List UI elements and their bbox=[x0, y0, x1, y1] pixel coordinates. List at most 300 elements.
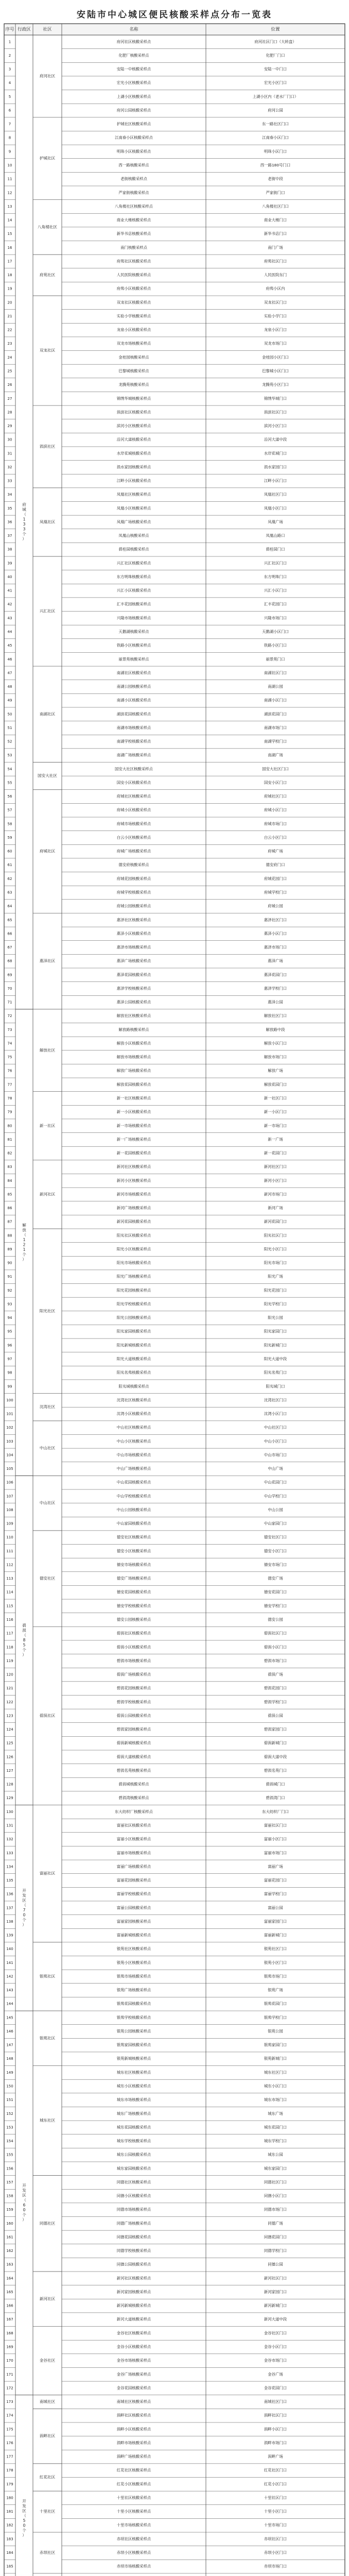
row-number: 149 bbox=[6, 2070, 13, 2075]
sample-point-name: 解放花园核酸采样点 bbox=[116, 1082, 151, 1087]
sample-point-name: 凤凰小区核酸采样点 bbox=[116, 505, 151, 511]
sample-point-name: 银苑小区核酸采样点 bbox=[116, 1960, 151, 1965]
sample-point-location: 新河广场 bbox=[268, 1206, 283, 1211]
sample-point-name: 人民医院核酸采样点 bbox=[116, 273, 151, 278]
sample-point-name: 城东市场核酸采样点 bbox=[116, 2097, 151, 2103]
sample-point-location: 锦绣华城门口 bbox=[264, 396, 287, 401]
sample-point-name: 惠泽社区核酸采样点 bbox=[116, 917, 151, 922]
sample-point-location: 碧涢家园门口 bbox=[264, 1727, 287, 1732]
community-name: 赤坝社区 bbox=[39, 2550, 56, 2555]
sample-point-location: 德安花园门口 bbox=[264, 1589, 287, 1595]
sample-point-location: 金桂园小区门口 bbox=[262, 354, 289, 360]
sample-point-name: 阳光广场核酸采样点 bbox=[116, 1274, 151, 1279]
community-name: 惠泽社区 bbox=[39, 958, 56, 963]
sample-point-location: 汇丰花园门口 bbox=[264, 602, 287, 607]
sample-point-name: 阳光学校核酸采样点 bbox=[116, 1301, 151, 1307]
sample-point-location: 兴隆市场门口 bbox=[264, 615, 287, 620]
row-number: 1 bbox=[8, 40, 11, 44]
sample-point-name: 兴隆市场核酸采样点 bbox=[116, 615, 151, 620]
row-number: 166 bbox=[6, 2303, 13, 2308]
row-number: 116 bbox=[6, 1618, 13, 1622]
row-number: 61 bbox=[7, 863, 12, 868]
row-number: 163 bbox=[6, 2262, 13, 2267]
sample-point-location: 双龙社区门口 bbox=[264, 300, 287, 305]
sample-point-name: 新一广场核酸采样点 bbox=[116, 1137, 151, 1142]
sample-point-location: 惠泽学校门口 bbox=[264, 986, 287, 991]
sample-point-location: 银苑新城门口 bbox=[264, 2056, 287, 2061]
sample-point-name: 富丽公园核酸采样点 bbox=[116, 1905, 151, 1910]
sample-point-name: 滨河小区核酸采样点 bbox=[116, 423, 151, 429]
row-number: 80 bbox=[7, 1124, 12, 1128]
row-number: 5 bbox=[8, 94, 11, 99]
column-header: 社区 bbox=[43, 27, 52, 32]
sample-point-location: 涢畔市场门口 bbox=[264, 2440, 287, 2445]
sample-point-name: 新河家园核酸采样点 bbox=[116, 2289, 151, 2294]
row-number: 85 bbox=[7, 1192, 12, 1197]
sample-point-name: 南湖小区核酸采样点 bbox=[116, 698, 151, 703]
community-name: 中山社区 bbox=[39, 1500, 56, 1505]
sample-point-name: 同德社区核酸采样点 bbox=[116, 2179, 151, 2184]
sample-point-name: 碧涢湾核酸采样点 bbox=[118, 1795, 149, 1801]
sample-point-name: 红花小区核酸采样点 bbox=[116, 2481, 151, 2486]
sample-point-location: 府城花园门口 bbox=[264, 876, 287, 881]
row-number: 66 bbox=[7, 931, 12, 936]
row-number: 140 bbox=[6, 1947, 13, 1952]
row-number: 164 bbox=[6, 2276, 13, 2281]
row-number: 102 bbox=[6, 1426, 13, 1430]
sample-point-location: 新河社区门口 bbox=[264, 1164, 287, 1170]
sample-point-location: 城东学校门口 bbox=[264, 2139, 287, 2144]
row-number: 134 bbox=[6, 1865, 13, 1869]
sample-point-location: 同德小区门口 bbox=[264, 2193, 287, 2198]
sample-point-name: 新河社区核酸采样点 bbox=[116, 2276, 151, 2281]
row-number: 152 bbox=[6, 2111, 13, 2116]
sample-point-location: 新河社区门口 bbox=[264, 2276, 287, 2281]
sample-point-name: 水岸花城核酸采样点 bbox=[116, 451, 151, 456]
sample-point-location: 同德社区门口 bbox=[264, 2179, 287, 2184]
row-number: 27 bbox=[7, 396, 12, 401]
row-number: 69 bbox=[7, 973, 12, 977]
community-name: 十里社区 bbox=[39, 2509, 56, 2514]
sample-point-location: 城东广场 bbox=[268, 2111, 283, 2116]
row-number: 71 bbox=[7, 1000, 12, 1005]
district-name: 开发区（ 6 0 个） bbox=[22, 2183, 26, 2223]
sample-point-name: 新河广场核酸采样点 bbox=[116, 1206, 151, 1211]
column-header: 名称 bbox=[129, 27, 138, 32]
column-header: 位置 bbox=[271, 27, 280, 32]
row-number: 123 bbox=[6, 1714, 13, 1718]
row-number: 74 bbox=[7, 1041, 12, 1046]
row-number: 135 bbox=[6, 1878, 13, 1883]
sample-point-name: 府河公园核酸采样点 bbox=[116, 108, 151, 113]
row-number: 114 bbox=[6, 1590, 13, 1595]
sample-point-location: 银苑家园门口 bbox=[264, 2042, 287, 2047]
sample-point-location: 白云小区门口 bbox=[264, 835, 287, 840]
sample-point-name: 碧涢家园核酸采样点 bbox=[116, 1727, 151, 1732]
row-number: 62 bbox=[7, 876, 12, 881]
row-number: 26 bbox=[7, 383, 12, 387]
row-number: 165 bbox=[6, 2290, 13, 2294]
sample-point-location: 金谷社区门口 bbox=[264, 2330, 287, 2335]
row-number: 72 bbox=[7, 1014, 12, 1019]
sample-point-location: 沈湾社区门口 bbox=[264, 1397, 287, 1402]
sample-point-location: 德安学校门口 bbox=[264, 1603, 287, 1608]
sample-point-location: 新一社区门口 bbox=[264, 1095, 287, 1100]
sample-point-location: 宏光小区门口 bbox=[264, 80, 287, 86]
sample-point-name: 碧涢广场核酸采样点 bbox=[116, 1672, 151, 1677]
community-name: 沈湾社区 bbox=[39, 1404, 56, 1410]
row-number: 97 bbox=[7, 1357, 12, 1361]
sample-point-location: 银苑社区门口 bbox=[264, 1946, 287, 1952]
sample-point-name: 南城社区核酸采样点 bbox=[116, 2399, 151, 2404]
row-number: 47 bbox=[7, 671, 12, 675]
row-number: 41 bbox=[7, 588, 12, 593]
sample-point-location: 金谷小区门口 bbox=[264, 2344, 287, 2349]
sample-point-name: 铁路小区核酸采样点 bbox=[116, 643, 151, 648]
sample-point-location: 银苑学校门口 bbox=[264, 2015, 287, 2020]
sample-point-location: 同德市场门口 bbox=[264, 2207, 287, 2212]
community-name: 护城社区 bbox=[39, 156, 56, 161]
sample-point-name: 赤坝社区核酸采样点 bbox=[116, 2536, 151, 2541]
row-number: 46 bbox=[7, 657, 12, 662]
row-number: 57 bbox=[7, 808, 12, 812]
row-number: 22 bbox=[7, 328, 12, 332]
community-name: 城东社区 bbox=[39, 2118, 56, 2123]
sample-point-name: 阳光市场核酸采样点 bbox=[116, 1260, 151, 1265]
row-number: 6 bbox=[8, 108, 11, 113]
sample-point-location: 中山小区门口 bbox=[264, 1438, 287, 1444]
community-name: 府苑社区 bbox=[39, 273, 56, 278]
sample-point-name: 德安市场核酸采样点 bbox=[116, 1562, 151, 1567]
row-number: 54 bbox=[7, 767, 12, 771]
row-number: 43 bbox=[7, 616, 12, 620]
sample-point-name: 十里社区核酸采样点 bbox=[116, 2495, 151, 2500]
row-number: 83 bbox=[7, 1165, 12, 1170]
row-number: 127 bbox=[6, 1768, 13, 1773]
district-name: 开发区（ 5 0 个） bbox=[22, 2499, 26, 2538]
sample-point-name: 中山公园核酸采样点 bbox=[116, 1507, 151, 1512]
sample-point-location: 明珠小区门口 bbox=[264, 149, 287, 154]
sample-point-location: 解放社区门口 bbox=[264, 1013, 287, 1019]
sample-point-location: 新一花园门口 bbox=[264, 1150, 287, 1156]
sample-point-name: 德安社区核酸采样点 bbox=[116, 1535, 151, 1540]
row-number: 59 bbox=[7, 835, 12, 840]
sample-point-name: 城东花园核酸采样点 bbox=[116, 2125, 151, 2130]
sample-point-location: 德安小区门口 bbox=[264, 1548, 287, 1553]
sample-point-name: 阳光大道核酸采样点 bbox=[116, 1357, 151, 1361]
sample-point-name: 碧涢名苑核酸采样点 bbox=[116, 1768, 151, 1773]
row-number: 48 bbox=[7, 685, 12, 689]
row-number: 120 bbox=[6, 1672, 13, 1677]
row-number: 141 bbox=[6, 1960, 13, 1965]
sample-point-name: 阳光家园核酸采样点 bbox=[116, 1329, 151, 1334]
sample-point-name: 解放社区核酸采样点 bbox=[116, 1013, 151, 1019]
sample-point-location: 凤凰山路口 bbox=[266, 533, 285, 538]
sample-point-name: 惠泽花园核酸采样点 bbox=[116, 972, 151, 977]
community-name: 解放社区 bbox=[39, 1047, 56, 1053]
sample-point-name: 惠泽市场核酸采样点 bbox=[116, 945, 151, 950]
row-number: 139 bbox=[6, 1933, 13, 1938]
row-number: 148 bbox=[6, 2057, 13, 2061]
sample-point-location: 府城公园 bbox=[268, 904, 283, 909]
sample-point-location: 同德花园门口 bbox=[264, 2234, 287, 2240]
sample-point-name: 同德花园核酸采样点 bbox=[116, 2234, 151, 2240]
sample-point-location: 新河新城门口 bbox=[264, 2303, 287, 2308]
sample-point-location: 城东市场门口 bbox=[264, 2097, 287, 2103]
sample-point-name: 阳光小区核酸采样点 bbox=[116, 1246, 151, 1251]
row-number: 184 bbox=[6, 2550, 13, 2555]
sample-point-location: 解放路中段 bbox=[266, 1027, 285, 1032]
row-number: 53 bbox=[7, 753, 12, 758]
row-number: 10 bbox=[7, 163, 12, 168]
community-name: 府城社区 bbox=[39, 849, 56, 854]
sample-point-name: 兴汇社区核酸采样点 bbox=[116, 561, 151, 566]
sample-point-name: 沈湾小区核酸采样点 bbox=[116, 1411, 151, 1416]
sample-point-name: 碧涢花园核酸采样点 bbox=[116, 1686, 151, 1691]
row-number: 21 bbox=[7, 314, 12, 318]
sample-point-location: 新华书店门口 bbox=[264, 231, 287, 236]
sample-point-name: 湖滨花园核酸采样点 bbox=[116, 711, 151, 717]
sample-point-location: 涢滨社区门口 bbox=[264, 410, 287, 415]
sample-point-name: 解放市场核酸采样点 bbox=[116, 1055, 151, 1060]
row-number: 13 bbox=[7, 204, 12, 209]
sample-point-location: 南湖社区门口 bbox=[264, 670, 287, 675]
sample-point-location: 东方明珠门口 bbox=[264, 574, 287, 579]
row-number: 118 bbox=[6, 1645, 13, 1650]
row-number: 153 bbox=[6, 2125, 13, 2130]
sample-point-location: 城东社区门口 bbox=[264, 2070, 287, 2075]
sample-point-name: 赤坝小区核酸采样点 bbox=[116, 2550, 151, 2555]
row-number: 42 bbox=[7, 602, 12, 607]
sample-point-location: 新河家园门口 bbox=[264, 2289, 287, 2294]
sample-point-name: 东方明珠核酸采样点 bbox=[116, 574, 151, 579]
row-number: 109 bbox=[6, 1521, 13, 1526]
sample-point-name: 红花社区核酸采样点 bbox=[116, 2468, 151, 2473]
row-number: 16 bbox=[7, 245, 12, 250]
sample-point-location: 惠泽市场门口 bbox=[264, 945, 287, 950]
sample-point-location: 同德公园 bbox=[268, 2262, 283, 2267]
sample-point-name: 沿河大道核酸采样点 bbox=[116, 437, 151, 442]
row-number: 24 bbox=[7, 355, 12, 360]
row-number: 73 bbox=[7, 1027, 12, 1032]
sample-point-name: 八角楼社区核酸采样点 bbox=[115, 204, 153, 209]
row-number: 113 bbox=[6, 1577, 13, 1581]
sample-point-location: 铁路小区门口 bbox=[264, 643, 287, 648]
sample-point-name: 富丽家园核酸采样点 bbox=[116, 1919, 151, 1924]
sample-point-location: 惠泽广场 bbox=[268, 958, 283, 963]
sample-point-location: 红花小区门口 bbox=[264, 2481, 287, 2486]
row-number: 167 bbox=[6, 2317, 13, 2322]
row-number: 111 bbox=[6, 1549, 13, 1553]
row-number: 19 bbox=[7, 286, 12, 291]
row-number: 126 bbox=[6, 1755, 13, 1759]
sample-point-name: 国安小区核酸采样点 bbox=[116, 780, 151, 785]
row-number: 156 bbox=[6, 2166, 13, 2171]
sample-point-name: 城东公园核酸采样点 bbox=[116, 2152, 151, 2157]
row-number: 154 bbox=[6, 2139, 13, 2144]
sample-point-name: 中山市场核酸采样点 bbox=[116, 1452, 151, 1458]
sample-point-location: 府城学校门口 bbox=[264, 890, 287, 895]
sample-point-location: 赤坝市场门口 bbox=[264, 2564, 287, 2569]
row-number: 35 bbox=[7, 506, 12, 511]
sample-point-location: 涢畔小区门口 bbox=[264, 2427, 287, 2432]
row-number: 50 bbox=[7, 712, 12, 717]
community-name: 府河社区 bbox=[39, 73, 56, 78]
district-name: 碧涢（ 8 5 个） bbox=[22, 1623, 26, 1657]
row-number: 14 bbox=[7, 218, 12, 223]
row-number: 171 bbox=[6, 2372, 13, 2377]
sample-point-name: 府城广场核酸采样点 bbox=[116, 849, 151, 854]
sample-point-name: 银苑市场核酸采样点 bbox=[116, 1974, 151, 1979]
sample-point-location: 碧涢名苑门口 bbox=[264, 1768, 287, 1773]
sample-point-name: 涢滨社区核酸采样点 bbox=[116, 410, 151, 415]
sample-point-location: 金谷花园门口 bbox=[264, 2385, 287, 2391]
sample-point-location: 城东公园 bbox=[268, 2152, 283, 2157]
sample-point-location: 德安府门口 bbox=[266, 862, 285, 868]
sample-point-name: 龙腾苑核酸采样点 bbox=[118, 382, 149, 387]
sample-point-location: 江畔小区门口 bbox=[264, 478, 287, 483]
community-name: 富丽社区 bbox=[39, 1871, 56, 1876]
sample-point-name: 富丽小区核酸采样点 bbox=[116, 1837, 151, 1842]
community-name: 兴汇社区 bbox=[39, 608, 56, 614]
community-name: 阳光社区 bbox=[39, 1308, 56, 1313]
sample-point-location: 解放市场门口 bbox=[264, 1055, 287, 1060]
sample-point-name: 锦绣华城核酸采样点 bbox=[116, 396, 151, 401]
row-number: 89 bbox=[7, 1247, 12, 1251]
row-number: 88 bbox=[7, 1233, 12, 1238]
sample-point-location: 国安大社区门口 bbox=[262, 766, 289, 771]
row-number: 45 bbox=[7, 643, 12, 648]
sample-point-location: 富丽家园门口 bbox=[264, 1919, 287, 1924]
sample-point-name: 实验小学核酸采样点 bbox=[116, 313, 151, 318]
sample-point-name: 金谷小区核酸采样点 bbox=[116, 2344, 151, 2349]
sample-point-location: 沈湾小区门口 bbox=[264, 1411, 287, 1416]
sample-point-location: 滨河小区门口 bbox=[264, 423, 287, 429]
sample-point-location: 十里社区门口 bbox=[264, 2495, 287, 2500]
sample-point-name: 天鹅湖核酸采样点 bbox=[118, 629, 149, 634]
sample-point-location: 中山花园门口 bbox=[264, 1480, 287, 1485]
row-number: 76 bbox=[7, 1069, 12, 1073]
sample-point-name: 商业大楼核酸采样点 bbox=[116, 217, 151, 223]
sample-point-name: 金桂园核酸采样点 bbox=[118, 354, 149, 360]
sample-point-name: 城东广场核酸采样点 bbox=[116, 2111, 151, 2116]
sample-point-name: 解放广场核酸采样点 bbox=[116, 1068, 151, 1073]
row-number: 100 bbox=[6, 1398, 13, 1402]
sample-point-location: 同德广场 bbox=[268, 2221, 283, 2226]
row-number: 56 bbox=[7, 794, 12, 799]
sample-point-name: 惠泽公园核酸采样点 bbox=[116, 999, 151, 1005]
sample-point-location: 水岸花城门口 bbox=[264, 451, 287, 456]
sample-point-name: 南湖学校核酸采样点 bbox=[116, 739, 151, 744]
sample-point-location: 十里市场门口 bbox=[264, 2522, 287, 2528]
sample-point-name: 德安花园核酸采样点 bbox=[116, 1589, 151, 1595]
row-number: 70 bbox=[7, 986, 12, 991]
row-number: 104 bbox=[6, 1453, 13, 1458]
row-number: 18 bbox=[7, 273, 12, 278]
community-name: 双龙社区 bbox=[39, 348, 56, 353]
sample-point-name: 碧涢社区核酸采样点 bbox=[116, 1631, 151, 1636]
row-number: 158 bbox=[6, 2194, 13, 2198]
sample-point-location: 银苑花园门口 bbox=[264, 2001, 287, 2006]
sample-point-name: 府城学校核酸采样点 bbox=[116, 890, 151, 895]
sample-point-name: 十里小区核酸采样点 bbox=[116, 2509, 151, 2514]
sample-point-location: 中山社区门口 bbox=[264, 1425, 287, 1430]
sample-point-name: 上湖小区核酸采样点 bbox=[116, 94, 151, 99]
sample-point-name: 南湖市场核酸采样点 bbox=[116, 725, 151, 730]
sample-point-name: 碧涢新城核酸采样点 bbox=[116, 1740, 151, 1745]
sample-point-name: 碧桂园核酸采样点 bbox=[118, 547, 149, 552]
sample-point-name: 安陆一中核酸采样点 bbox=[116, 66, 151, 72]
row-number: 39 bbox=[7, 561, 12, 566]
row-number: 160 bbox=[6, 2221, 13, 2226]
sample-point-name: 中山学校核酸采样点 bbox=[116, 1494, 151, 1499]
sample-point-location: 富丽小区门口 bbox=[264, 1837, 287, 1842]
row-number: 175 bbox=[6, 2427, 13, 2432]
sample-point-name: 新河小区核酸采样点 bbox=[116, 1178, 151, 1183]
sample-point-location: 阳光小区门口 bbox=[264, 1246, 287, 1251]
row-number: 176 bbox=[6, 2441, 13, 2445]
row-number: 91 bbox=[7, 1275, 12, 1279]
sample-point-name: 新河社区核酸采样点 bbox=[116, 1164, 151, 1170]
row-number: 151 bbox=[6, 2098, 13, 2103]
table-header-bg bbox=[4, 24, 345, 35]
sample-point-location: 凤凰社区门口 bbox=[264, 492, 287, 497]
sample-point-name: 中山小区核酸采样点 bbox=[116, 1438, 151, 1444]
sample-point-location: 南门广场 bbox=[268, 245, 283, 250]
sample-point-name: 凤凰广场核酸采样点 bbox=[116, 519, 151, 524]
community-name: 碧涢社区 bbox=[39, 1713, 56, 1718]
sample-point-location: 江南春小区门口 bbox=[262, 135, 289, 140]
sample-point-location: 龙泉小区门口 bbox=[264, 327, 287, 332]
sample-point-name: 银苑社区核酸采样点 bbox=[116, 1946, 151, 1952]
row-number: 128 bbox=[6, 1782, 13, 1787]
sample-point-name: 金谷广场核酸采样点 bbox=[116, 2371, 151, 2377]
row-number: 150 bbox=[6, 2084, 13, 2089]
sample-point-name: 金谷社区核酸采样点 bbox=[116, 2330, 151, 2335]
sample-point-name: 德安学校核酸采样点 bbox=[116, 1603, 151, 1608]
sample-point-location: 府河社区门口（大转盘） bbox=[254, 39, 296, 44]
sample-point-name: 城东家园核酸采样点 bbox=[116, 2166, 151, 2171]
sample-point-location: 富丽新城门口 bbox=[264, 1933, 287, 1938]
row-number: 33 bbox=[7, 479, 12, 483]
sample-point-location: 老街中段 bbox=[268, 176, 283, 181]
sample-point-location: 中山市场门口 bbox=[264, 1452, 287, 1458]
district-name: 府城（ 1 3 3 个） bbox=[22, 502, 26, 541]
sample-point-name: 银苑新城核酸采样点 bbox=[116, 2056, 151, 2061]
row-number: 146 bbox=[6, 2029, 13, 2033]
sample-point-location: 府苑社区门口 bbox=[264, 259, 287, 264]
district-name: 解放（ 1 2 1 个） bbox=[22, 1223, 26, 1262]
sample-point-name: 碧涢小区核酸采样点 bbox=[116, 1645, 151, 1650]
row-number: 23 bbox=[7, 342, 12, 346]
sample-point-name: 汇丰花园核酸采样点 bbox=[116, 602, 151, 607]
row-number: 162 bbox=[6, 2249, 13, 2253]
sample-point-name: 凤凰山核酸采样点 bbox=[118, 533, 149, 538]
row-number: 117 bbox=[6, 1631, 13, 1636]
sample-point-location: 解放广场 bbox=[268, 1068, 283, 1073]
row-number: 96 bbox=[7, 1343, 12, 1348]
row-number: 84 bbox=[7, 1178, 12, 1183]
sample-point-name: 新一市场核酸采样点 bbox=[116, 1123, 151, 1128]
row-number: 155 bbox=[6, 2153, 13, 2157]
sample-point-name: 新河花园核酸采样点 bbox=[116, 1219, 151, 1224]
sample-point-location: 阳光城门口 bbox=[266, 1384, 285, 1389]
sample-point-name: 中山广场核酸采样点 bbox=[116, 1466, 151, 1471]
row-number: 49 bbox=[7, 698, 12, 703]
sample-point-name: 兴汇小区核酸采样点 bbox=[116, 588, 151, 593]
row-number: 58 bbox=[7, 822, 12, 826]
row-number: 103 bbox=[6, 1439, 13, 1444]
